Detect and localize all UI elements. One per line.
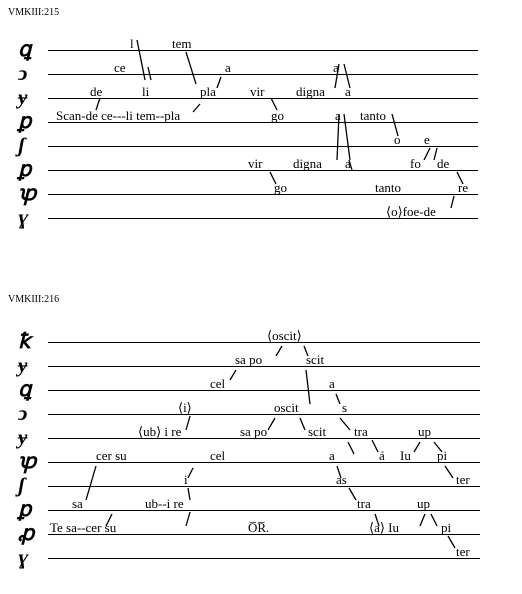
connector-stroke [148,67,151,80]
syllable: cel [210,376,226,391]
syllable: pla [200,84,216,99]
line-sign: ꝗ [18,37,32,61]
connector-stroke [300,418,305,430]
syllable: cel [210,448,226,463]
connector-stroke [186,52,196,84]
syllable: ⟨o⟩foe-de [386,204,436,219]
connector-stroke [340,418,350,430]
connector-stroke [188,468,193,478]
line-sign: ꝁ [18,329,31,353]
syllable: Iu [400,448,411,463]
line-sign: ꝓ [18,521,35,545]
example-reference: VMKIII:216 [8,294,60,305]
connector-stroke [188,488,190,500]
syllable: vir [250,84,265,99]
syllable: s [342,400,348,415]
connector-stroke [193,104,200,112]
syllable: scit [306,352,325,367]
syllable: tra [354,424,368,439]
line-sign: ꝕ [18,449,37,473]
syllable: O̅R̅. [248,520,270,535]
connector-stroke [348,442,354,454]
connector-stroke [414,442,420,452]
line-sign: ʃ [18,133,25,157]
syllable: ⟨oscit⟩ [267,328,302,343]
syllable: ub--i re [145,496,184,511]
line-sign: ꝑ [18,497,32,521]
connector-stroke [306,370,310,404]
connector-stroke [424,148,430,160]
syllable: o [394,132,401,147]
syllable: as [336,472,347,487]
syllable: l [130,36,134,51]
connector-stroke [372,440,378,452]
syllable: de [437,156,450,171]
line-sign: ɏ [18,425,28,449]
syllable: go [271,108,284,123]
connector-stroke [445,466,453,478]
line-sign: ↄ [18,61,28,85]
connector-stroke [420,514,425,526]
line-sign: ɣ [18,545,29,569]
line-sign: ꝑ [18,109,32,133]
connector-stroke [217,77,221,88]
connector-stroke [349,488,356,500]
line-sign: ɏ [18,85,28,109]
syllable: scit [308,424,327,439]
syllable: go [274,180,287,195]
syllable: ter [456,544,470,559]
syllable: a [225,60,231,75]
syllable: tanto [360,108,386,123]
connector-stroke [276,346,282,356]
syllable: li [142,84,150,99]
syllable: re [458,180,469,195]
syllable: vir [248,156,263,171]
syllable: up [417,496,430,511]
example-vmk-216 [8,294,480,569]
syllable: a [335,108,341,123]
syllable: i [184,472,188,487]
syllable: pi [437,448,448,463]
syllable: fo [410,156,421,171]
connector-stroke [451,196,454,208]
connector-stroke [448,536,455,548]
line-sign: ɣ [18,205,29,229]
syllable: ce [114,60,126,75]
syllable: a [345,156,351,171]
syllable: tanto [375,180,401,195]
syllable: sa po [235,352,263,367]
connector-stroke [86,466,96,500]
line-sign: ꝑ [18,157,32,181]
syllable: tra [357,496,371,511]
syllable: a [345,84,351,99]
syllable: á [379,448,385,463]
syllable: cer su [96,448,127,463]
connector-stroke [186,512,190,526]
example-vmk-215 [8,7,478,229]
line-sign: ꝗ [18,377,32,401]
syllable: sa [72,496,83,511]
syllable: ⟨a⟩ Iu [369,520,399,535]
syllable: digna [293,156,322,171]
syllable: oscit [274,400,299,415]
syllable: ⟨ub⟩ i re [138,424,182,439]
syllable: Te sa--cer su [50,520,117,535]
connector-stroke [268,418,275,430]
syllable: ⟨i⟩ [178,400,192,415]
connector-stroke [230,370,236,380]
syllable: sa po [240,424,268,439]
line-sign: ɏ [18,353,28,377]
syllable: e [424,132,430,147]
syllable: Scan-de ce---li tem--pla [56,108,181,123]
syllable: de [90,84,103,99]
syllable: a [329,448,335,463]
connector-stroke [344,114,350,160]
syllable: digna [296,84,325,99]
connector-stroke [431,514,437,526]
syllable: pi [441,520,452,535]
line-sign: ↄ [18,401,28,425]
line-sign: ʃ [18,473,25,497]
line-sign: ꝕ [18,181,37,205]
syllable: up [418,424,431,439]
syllable: a [333,60,339,75]
example-reference: VMKIII:215 [8,7,60,18]
syllable: ter [456,472,470,487]
syllable: tem [172,36,192,51]
connector-stroke [186,416,190,430]
connector-stroke [336,394,340,404]
syllable: a [329,376,335,391]
